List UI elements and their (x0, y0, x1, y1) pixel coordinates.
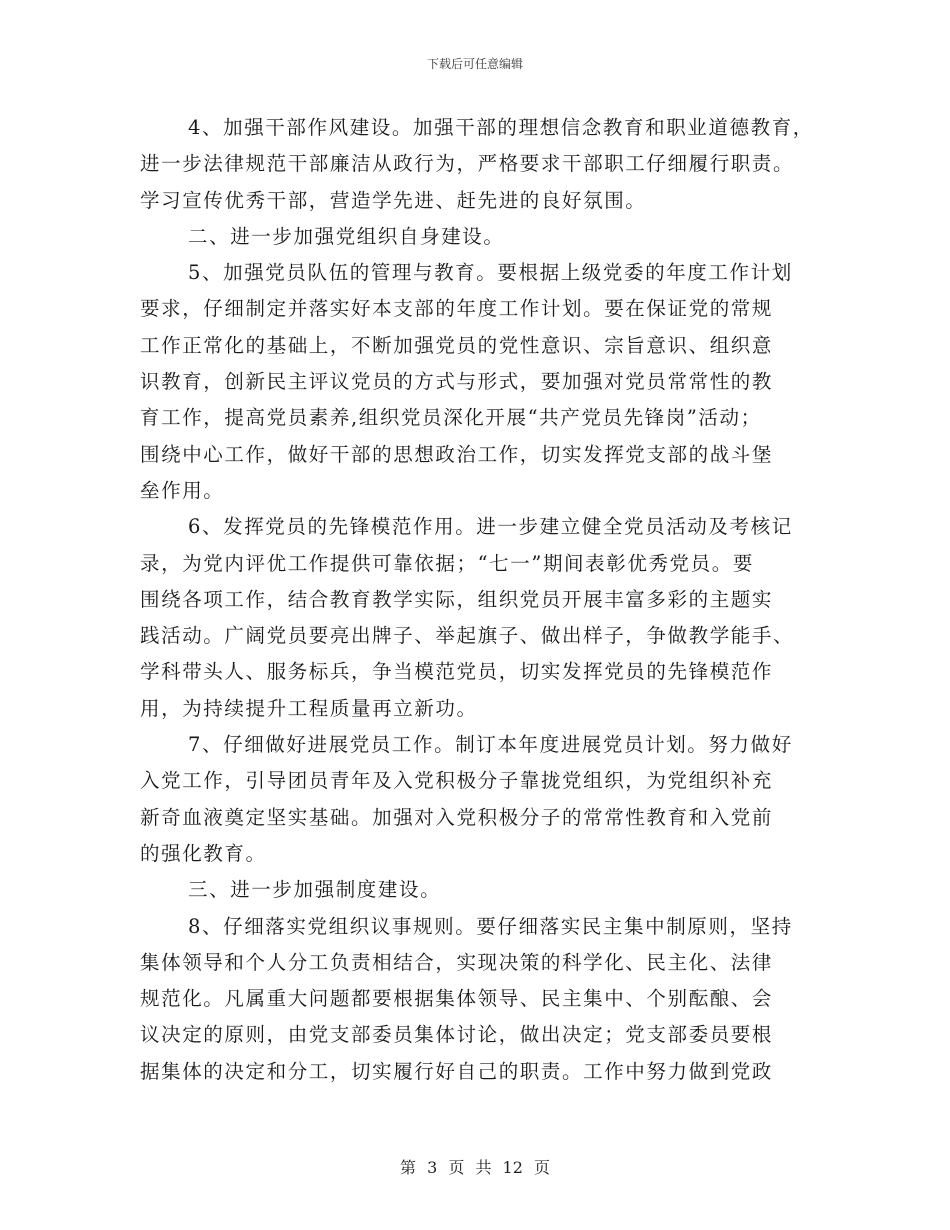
paragraph-line: 7、仔细做好进展党员工作。制订本年度进展党员计划。努力做好 (188, 733, 793, 757)
paragraph-line: 工作正常化的基础上，不断加强党员的党性意识、宗旨意识、组织意 (140, 333, 774, 357)
paragraph-line: 议决定的原则，由党支部委员集体讨论，做出决定；党支部委员要根 (140, 1023, 774, 1047)
paragraph-line: 新奇血液奠定坚实基础。加强对入党积极分子的常常性教育和入党前 (140, 805, 774, 829)
paragraph-line: 6、发挥党员的先锋模范作用。进一步建立健全党员活动及考核记 (188, 515, 793, 539)
paragraph-line: 的强化教育。 (140, 841, 267, 865)
paragraph-line: 入党工作，引导团员青年及入党积极分子靠拢党组织，为党组织补充 (140, 769, 774, 793)
paragraph-line: 围绕中心工作，做好干部的思想政治工作，切实发挥党支部的战斗堡 (140, 442, 774, 466)
paragraph-line: 围绕各项工作，结合教育教学实际，组织党员开展丰富多彩的主题实 (140, 587, 774, 611)
paragraph-line: 要求，仔细制定并落实好本支部的年度工作计划。要在保证党的常规 (140, 297, 774, 321)
paragraph-line: 录，为党内评优工作提供可靠依据；“七一”期间表彰优秀党员。要 (140, 551, 754, 575)
paragraph-line: 识教育，创新民主评议党员的方式与形式，要加强对党员常常性的教 (140, 370, 774, 394)
paragraph-line: 8、仔细落实党组织议事规则。要仔细落实民主集中制原则，坚持 (188, 914, 793, 938)
paragraph-line: 据集体的决定和分工，切实履行好自己的职责。工作中努力做到党政 (140, 1059, 774, 1083)
document-body (140, 110, 820, 1090)
paragraph-line: 垒作用。 (140, 478, 225, 502)
paragraph-line: 育工作，提高党员素养,组织党员深化开展“共产党员先锋岗”活动； (140, 406, 762, 430)
paragraph-line: 学习宣传优秀干部，营造学先进、赶先进的良好氛围。 (140, 188, 647, 212)
paragraph-line: 集体领导和个人分工负责相结合，实现决策的科学化、民主化、法律 (140, 950, 774, 974)
paragraph-line: 学科带头人、服务标兵，争当模范党员，切实发挥党员的先锋模范作 (140, 660, 774, 684)
paragraph-line: 进一步法律规范干部廉洁从政行为，严格要求干部职工仔细履行职责。 (140, 152, 795, 176)
page-header: 下载后可任意编辑 (426, 57, 523, 71)
paragraph-line: 用，为持续提升工程质量再立新功。 (140, 696, 478, 720)
paragraph-line: 践活动。广阔党员要亮出牌子、举起旗子、做出样子，争做教学能手、 (140, 624, 795, 648)
paragraph-line: 规范化。凡属重大问题都要根据集体领导、民主集中、个别酝酿、会 (140, 987, 774, 1011)
page-footer: 第 3 页 共 12 页 (400, 1158, 550, 1177)
paragraph-line: 4、加强干部作风建设。加强干部的理想信念教育和职业道德教育， (188, 116, 814, 139)
section-heading: 二、进一步加强党组织自身建设。 (188, 224, 505, 248)
paragraph-line: 5、加强党员队伍的管理与教育。要根据上级党委的年度工作计划 (188, 261, 793, 285)
section-heading: 三、进一步加强制度建设。 (188, 878, 442, 902)
